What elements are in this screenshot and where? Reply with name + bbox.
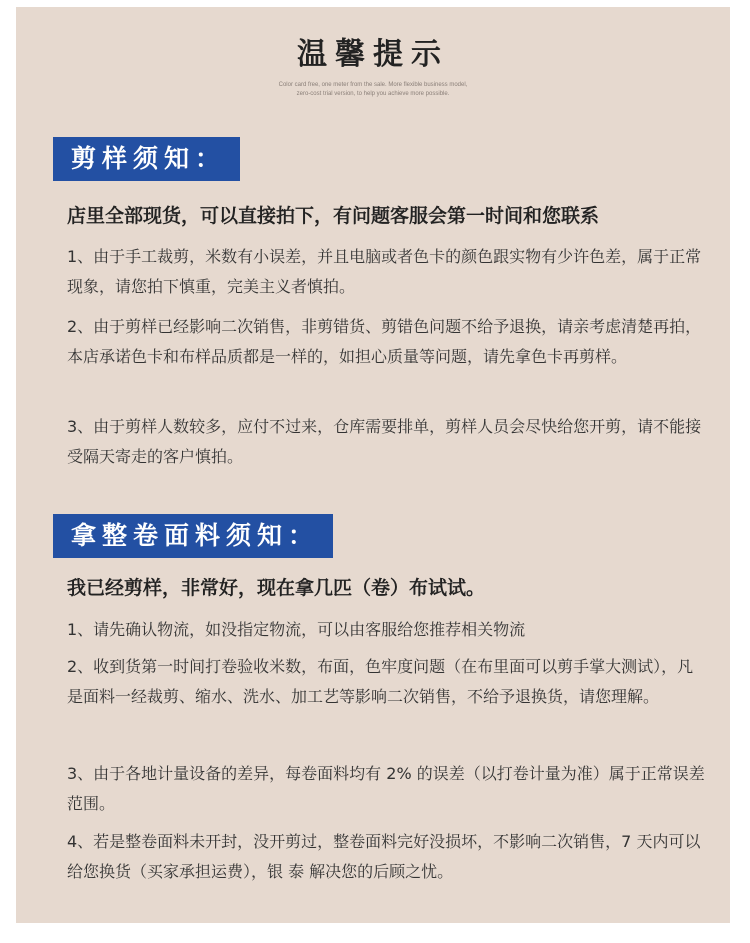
- roll-note-1: 1、请先确认物流，如没指定物流，可以由客服给您推荐相关物流: [67, 620, 526, 639]
- sample-section-headline: 店里全部现货，可以直接拍下，有问题客服会第一时间和您联系: [67, 205, 600, 227]
- sample-note-2: 2、由于剪样已经影响二次销售，非剪错货、剪错色问题不给予退换，请亲考虑清楚再拍，本店承诺色卡和布样品质都是一样的，如担心质量等问题，请先拿色卡再剪样。: [67, 317, 702, 366]
- roll-section-headline: 我已经剪样，非常好，现在拿几匹（卷）布试试。: [67, 577, 486, 599]
- sample-section-badge: 剪样须知：: [53, 137, 240, 181]
- subtitle-line: Color card free, one meter from the sale. More flexible business model,: [278, 82, 468, 88]
- page-title: 温馨提示: [297, 37, 449, 72]
- sample-note-1: 1、由于手工裁剪，米数有小误差，并且电脑或者色卡的颜色跟实物有少许色差，属于正常现象，请您拍下慎重，完美主义者慎拍。: [67, 247, 702, 296]
- roll-note-2: 2、收到货第一时间打卷验收米数，布面，色牢度问题（在布里面可以剪手掌大测试），凡是面料一经裁剪、缩水、洗水、加工艺等影响二次销售，不给予退换货，请您理解。: [67, 657, 694, 706]
- roll-section-badge: 拿整卷面料须知：: [53, 514, 333, 558]
- notice-panel: [16, 7, 730, 923]
- roll-note-3: 3、由于各地计量设备的差异，每卷面料均有 2% 的误差（以打卷计量为准）属于正常误差范围。: [67, 764, 705, 813]
- subtitle-line: zero-cost trial version, to help you achieve more possible.: [296, 91, 450, 97]
- roll-note-4: 4、若是整卷面料未开封，没开剪过，整卷面料完好没损坏，不影响二次销售，7 天内可以给您换货（买家承担运费），银 泰 解决您的后顾之忧。: [67, 832, 701, 881]
- page-subtitle: [16, 81, 730, 99]
- sample-note-3: 3、由于剪样人数较多，应付不过来，仓库需要排单，剪样人员会尽快给您开剪，请不能接受隔天寄走的客户慎拍。: [67, 417, 702, 466]
